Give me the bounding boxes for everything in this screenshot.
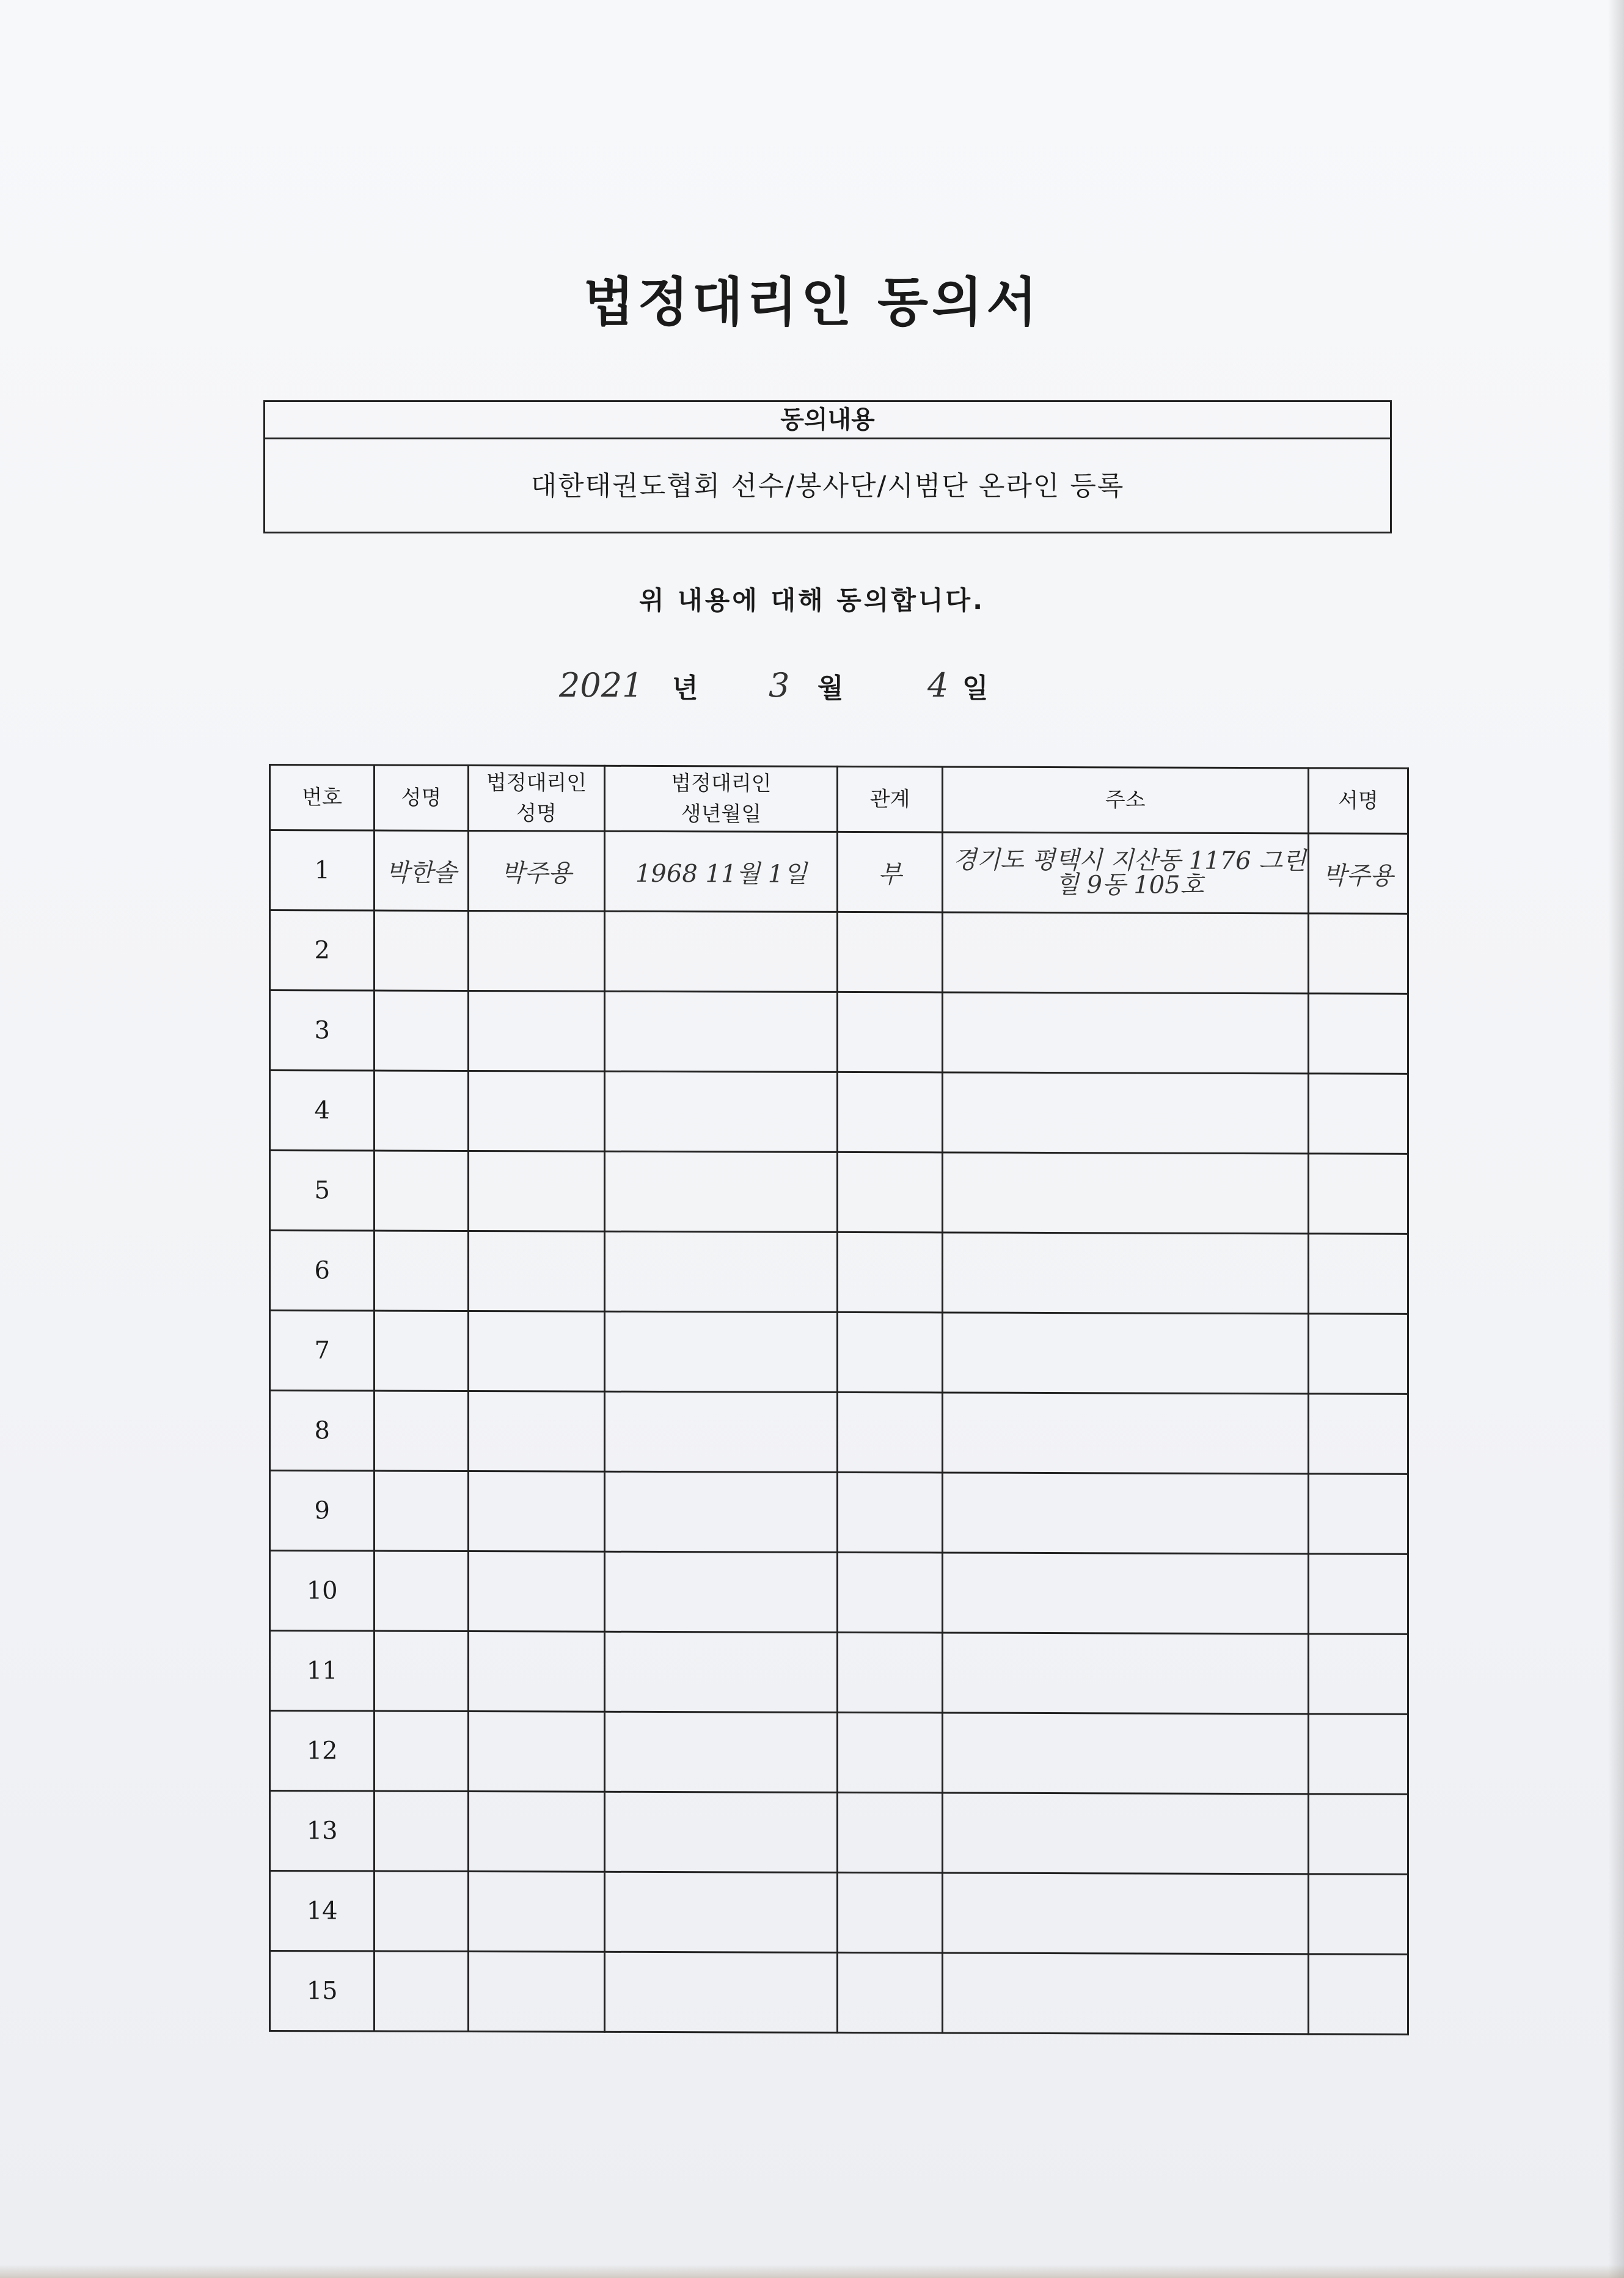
guardian-birth-cell bbox=[605, 911, 838, 992]
table-row bbox=[270, 1791, 1408, 1875]
relation-cell bbox=[838, 992, 942, 1072]
address-cell bbox=[942, 1873, 1308, 1954]
name-cell: 박한솔 bbox=[375, 830, 468, 910]
signature-cell bbox=[1308, 914, 1408, 994]
guardian-birth-cell bbox=[605, 1872, 838, 1952]
guardian-birth-cell bbox=[605, 1231, 838, 1312]
row-number-cell: 5 bbox=[270, 1151, 375, 1231]
address-cell bbox=[942, 1313, 1308, 1394]
name-cell bbox=[375, 1471, 468, 1551]
guardian-birth-cell bbox=[605, 1471, 838, 1552]
guardian-birth-cell bbox=[605, 1391, 838, 1472]
name-cell bbox=[375, 1871, 468, 1951]
address-cell bbox=[942, 1473, 1308, 1554]
address-cell bbox=[942, 1553, 1308, 1634]
guardian-birth-cell bbox=[605, 1952, 838, 2032]
row-number-cell: 2 bbox=[270, 910, 375, 991]
relation-cell bbox=[838, 1792, 942, 1873]
relation-cell bbox=[838, 1872, 942, 1953]
signature-cell bbox=[1308, 1954, 1408, 2035]
guardian-birth-cell bbox=[605, 1712, 838, 1792]
name-cell bbox=[375, 1151, 468, 1231]
guardian-name-cell bbox=[468, 1632, 605, 1712]
relation-cell bbox=[838, 1152, 942, 1232]
row-number-cell: 11 bbox=[270, 1631, 375, 1712]
address-cell bbox=[942, 1232, 1308, 1314]
signature-cell bbox=[1308, 1154, 1408, 1234]
signature-cell bbox=[1308, 1714, 1408, 1795]
header-guardian-birth-line2: 생년월일 bbox=[681, 802, 762, 827]
header-address: 주소 bbox=[942, 767, 1308, 833]
address-cell bbox=[942, 1633, 1308, 1714]
guardian-name-cell: 박주용 bbox=[468, 831, 605, 912]
address-cell bbox=[942, 1393, 1308, 1474]
address-cell bbox=[942, 1713, 1308, 1794]
row-number-cell: 6 bbox=[270, 1231, 375, 1311]
table-row bbox=[270, 991, 1408, 1074]
guardian-birth-cell bbox=[605, 1632, 838, 1712]
signature-cell bbox=[1308, 1634, 1408, 1715]
row-number-cell: 8 bbox=[270, 1391, 375, 1471]
name-cell bbox=[375, 1631, 468, 1711]
relation-cell bbox=[838, 1392, 942, 1473]
table-row bbox=[270, 830, 1408, 914]
name-cell bbox=[375, 1711, 468, 1791]
relation-cell bbox=[838, 1072, 942, 1152]
header-signature: 서명 bbox=[1308, 768, 1408, 834]
guardian-birth-cell bbox=[605, 1551, 838, 1632]
row-number-cell: 13 bbox=[270, 1791, 375, 1872]
date-year: 2021 bbox=[559, 666, 643, 705]
row-number-cell: 12 bbox=[270, 1711, 375, 1792]
table-row bbox=[270, 1151, 1408, 1234]
address-cell bbox=[942, 1953, 1308, 2034]
table-row bbox=[270, 1311, 1408, 1394]
guardian-name-cell bbox=[468, 1872, 605, 1952]
date-day: 4 bbox=[927, 666, 949, 705]
table-header-row bbox=[270, 765, 1408, 834]
relation-cell bbox=[838, 1632, 942, 1713]
header-relation: 관계 bbox=[838, 766, 942, 832]
name-cell bbox=[375, 1231, 468, 1311]
header-guardian-name-line1: 법정대리인 bbox=[486, 771, 587, 796]
table-row bbox=[270, 1391, 1408, 1474]
date-month-label: 월 bbox=[817, 673, 844, 704]
guardian-name-cell bbox=[468, 1151, 605, 1232]
relation-cell bbox=[838, 1312, 942, 1393]
address-cell bbox=[942, 912, 1308, 994]
row-number-cell: 15 bbox=[270, 1951, 375, 2032]
name-cell bbox=[375, 1071, 468, 1151]
page-edge-shadow bbox=[1608, 0, 1624, 2278]
guardian-birth-cell bbox=[605, 991, 838, 1072]
date-day-label: 일 bbox=[962, 673, 989, 704]
address-cell bbox=[942, 1793, 1308, 1874]
row-number-cell: 10 bbox=[270, 1551, 375, 1632]
guardian-table bbox=[269, 764, 1409, 2035]
signature-cell bbox=[1308, 1314, 1408, 1394]
signature-cell bbox=[1308, 1474, 1408, 1555]
signature-cell: 박주용 bbox=[1308, 833, 1408, 914]
row-number-cell: 9 bbox=[270, 1471, 375, 1551]
guardian-birth-cell bbox=[605, 1071, 838, 1152]
consent-body: 대한태권도협회 선수/봉사단/시범단 온라인 등록 bbox=[530, 471, 1125, 502]
page-bottom-edge bbox=[0, 2265, 1624, 2278]
name-cell bbox=[375, 991, 468, 1071]
guardian-name-cell bbox=[468, 1551, 605, 1632]
relation-cell bbox=[838, 1552, 942, 1633]
header-name: 성명 bbox=[375, 765, 468, 830]
header-guardian-birth bbox=[605, 766, 838, 832]
address-cell bbox=[942, 992, 1308, 1074]
consent-header: 동의내용 bbox=[265, 402, 1390, 439]
date-month: 3 bbox=[769, 666, 790, 705]
name-cell bbox=[375, 1391, 468, 1471]
guardian-birth-cell bbox=[605, 1792, 838, 1872]
address-cell bbox=[942, 1152, 1308, 1234]
table-row bbox=[270, 910, 1408, 994]
name-cell bbox=[375, 1951, 468, 2031]
table-row bbox=[270, 1231, 1408, 1314]
guardian-name-cell bbox=[468, 1792, 605, 1872]
signature-cell bbox=[1308, 1234, 1408, 1314]
header-no: 번호 bbox=[270, 765, 375, 831]
header-guardian-name bbox=[468, 766, 605, 832]
date-row bbox=[0, 666, 1624, 709]
relation-cell bbox=[838, 912, 942, 992]
guardian-birth-cell bbox=[605, 1311, 838, 1392]
table-row bbox=[270, 1471, 1408, 1555]
document-title: 법정대리인 동의서 bbox=[583, 272, 1041, 333]
guardian-name-cell bbox=[468, 911, 605, 992]
guardian-name-cell bbox=[468, 991, 605, 1072]
signature-cell bbox=[1308, 1874, 1408, 1955]
signature-cell bbox=[1308, 1554, 1408, 1635]
relation-cell: 부 bbox=[838, 832, 942, 912]
guardian-name-cell bbox=[468, 1231, 605, 1312]
name-cell bbox=[375, 1791, 468, 1871]
row-number-cell: 1 bbox=[270, 830, 375, 911]
consent-box bbox=[263, 400, 1392, 533]
table-row bbox=[270, 1951, 1408, 2035]
guardian-name-cell bbox=[468, 1952, 605, 2032]
guardian-birth-cell: 1968 11월 1일 bbox=[605, 831, 838, 912]
signature-cell bbox=[1308, 1074, 1408, 1154]
guardian-name-cell bbox=[468, 1071, 605, 1152]
table-row bbox=[270, 1631, 1408, 1715]
table-row bbox=[270, 1711, 1408, 1795]
row-number-cell: 3 bbox=[270, 991, 375, 1071]
row-number-cell: 14 bbox=[270, 1871, 375, 1952]
table-row bbox=[270, 1071, 1408, 1154]
table-row bbox=[270, 1551, 1408, 1635]
name-cell bbox=[375, 910, 468, 991]
table-row bbox=[270, 1871, 1408, 1955]
signature-cell bbox=[1308, 1794, 1408, 1875]
guardian-name-cell bbox=[468, 1391, 605, 1472]
date-year-label: 년 bbox=[672, 673, 698, 704]
signature-cell bbox=[1308, 1394, 1408, 1474]
guardian-name-cell bbox=[468, 1311, 605, 1392]
relation-cell bbox=[838, 1232, 942, 1313]
row-number-cell: 4 bbox=[270, 1071, 375, 1151]
guardian-name-cell bbox=[468, 1712, 605, 1792]
row-number-cell: 7 bbox=[270, 1311, 375, 1391]
relation-cell bbox=[838, 1472, 942, 1553]
name-cell bbox=[375, 1311, 468, 1391]
guardian-birth-cell bbox=[605, 1151, 838, 1232]
header-guardian-birth-line1: 법정대리인 bbox=[671, 771, 772, 796]
signature-cell bbox=[1308, 994, 1408, 1074]
relation-cell bbox=[838, 1712, 942, 1793]
guardian-name-cell bbox=[468, 1471, 605, 1552]
address-cell bbox=[942, 1072, 1308, 1154]
name-cell bbox=[375, 1551, 468, 1631]
header-guardian-name-line2: 성명 bbox=[516, 801, 557, 826]
address-cell: 경기도 평택시 지산동 1176 그린힐 9동 105호 bbox=[942, 832, 1308, 914]
agreement-statement: 위 내용에 대해 동의합니다. bbox=[638, 585, 986, 615]
table-body bbox=[270, 830, 1408, 2035]
relation-cell bbox=[838, 1952, 942, 2033]
